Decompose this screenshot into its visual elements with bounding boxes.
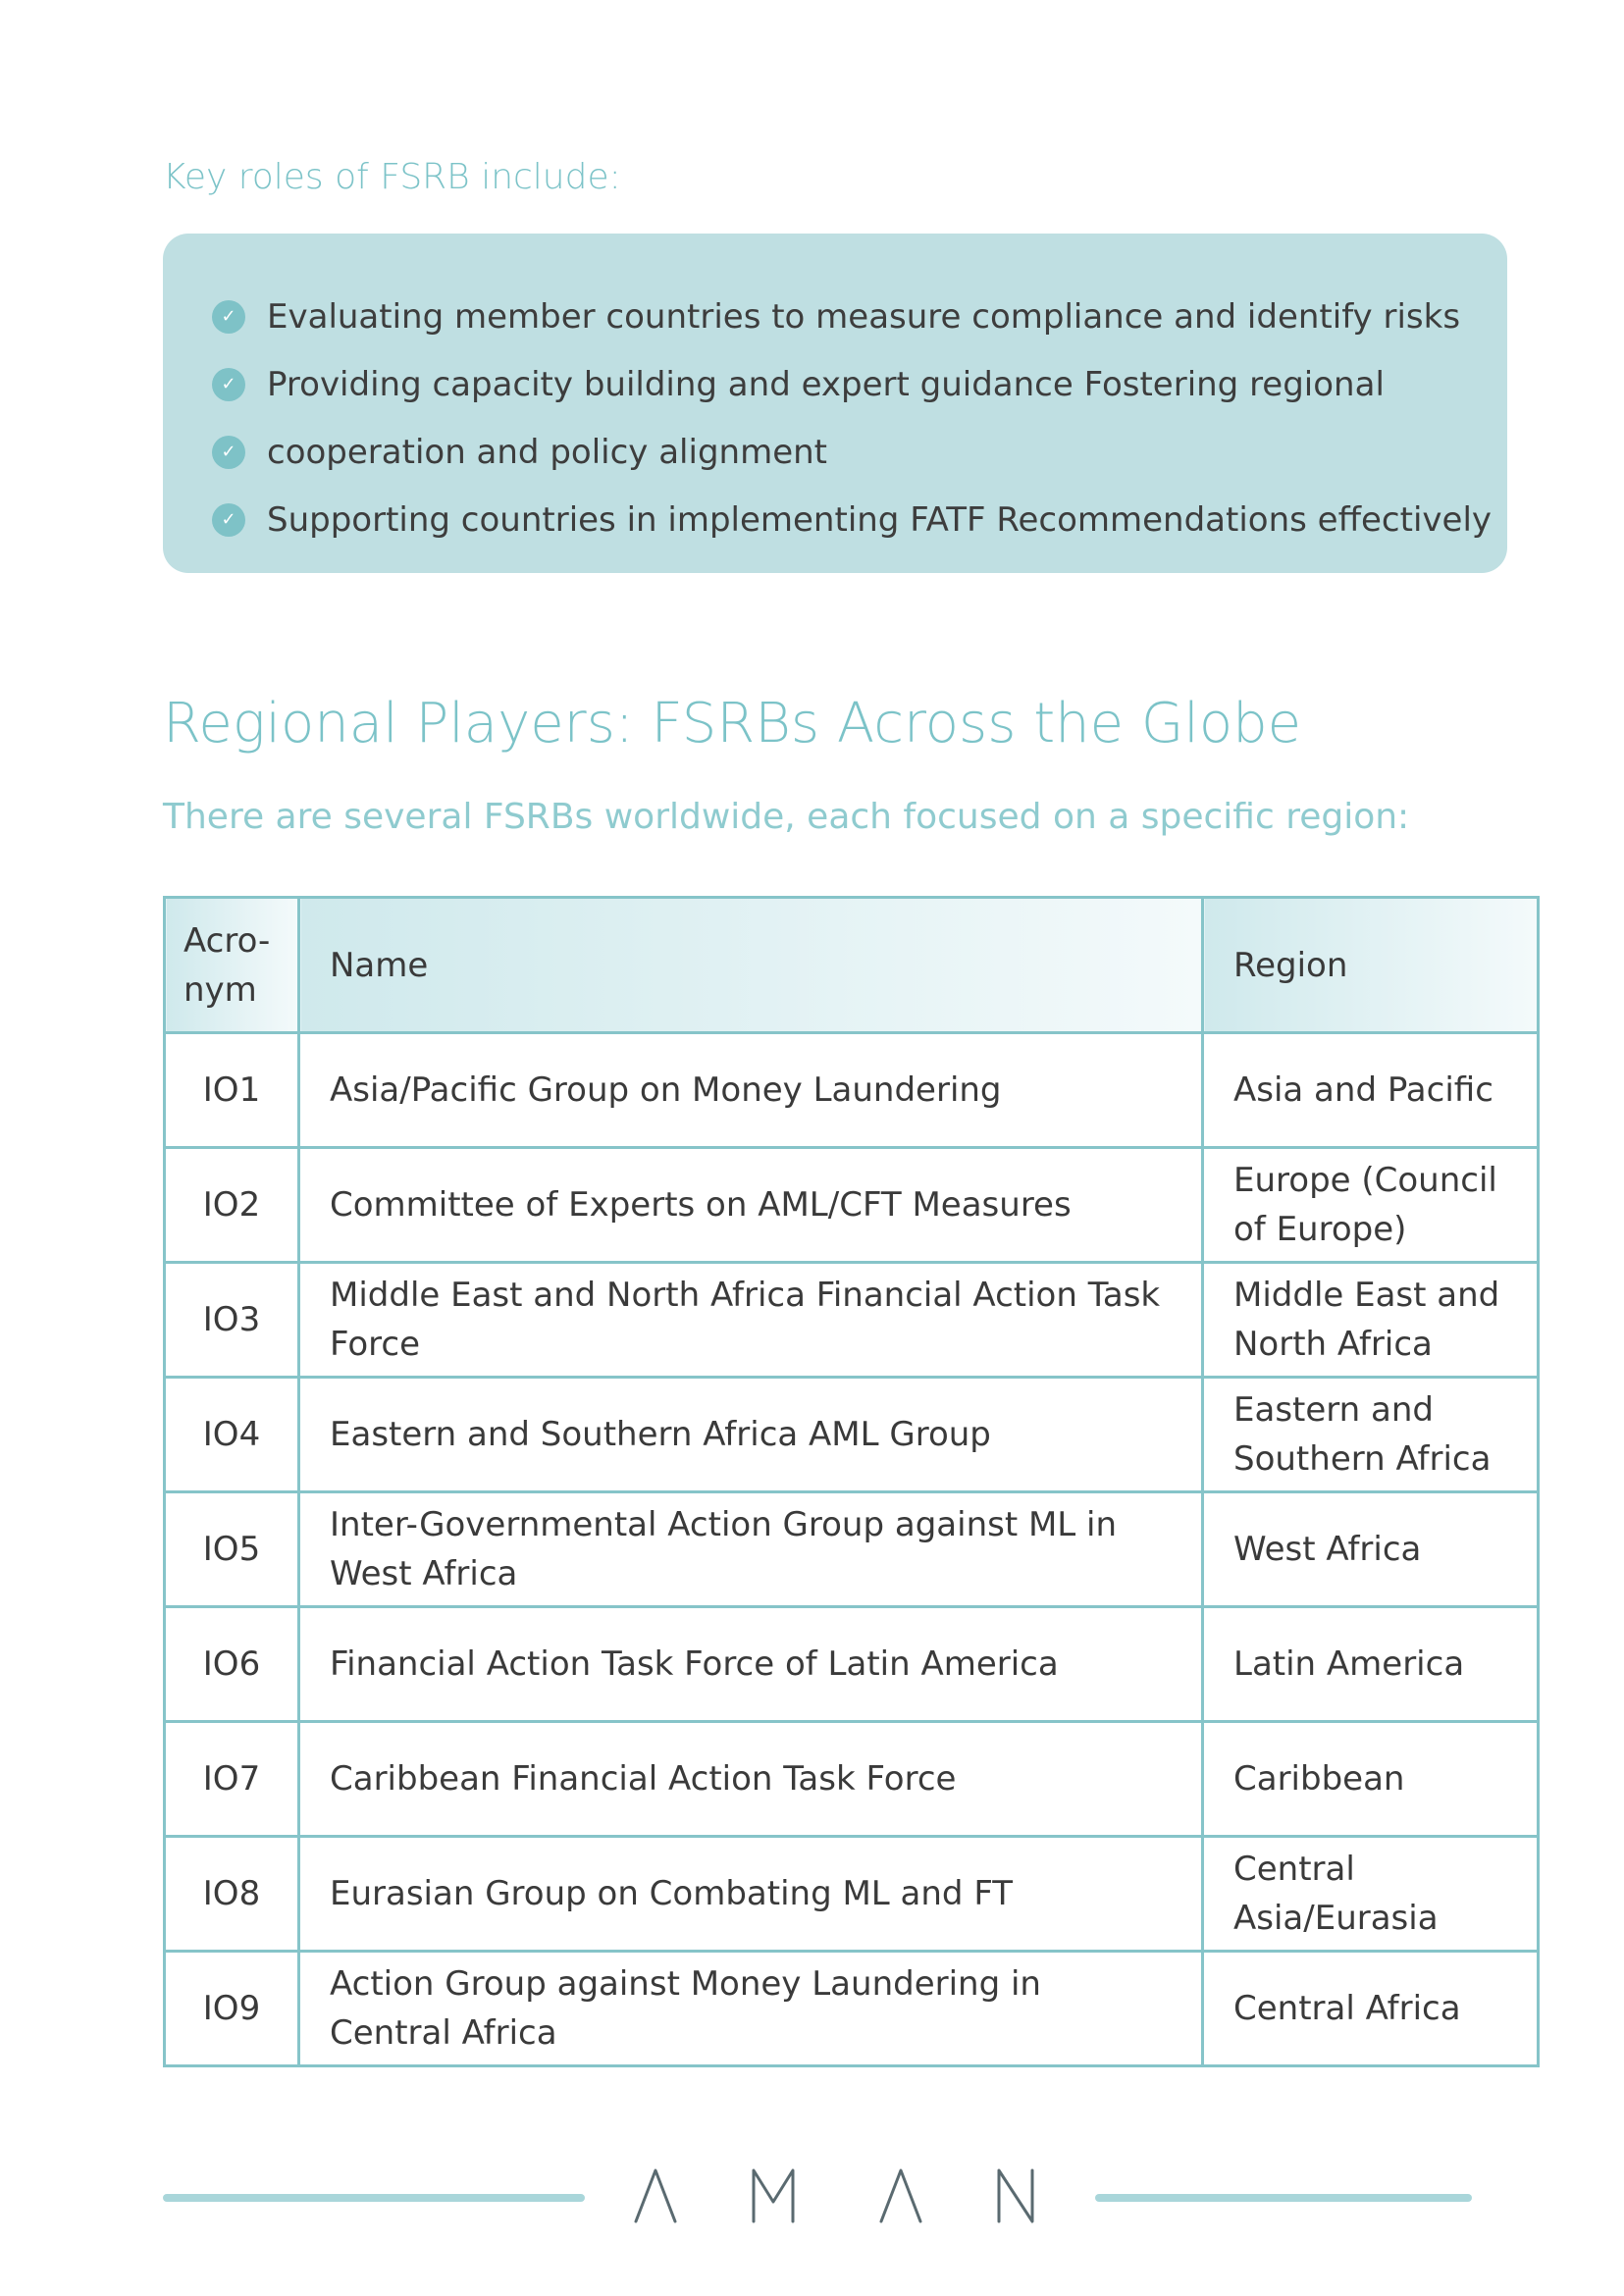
cell-name: Asia/Pacific Group on Money Laundering — [299, 1033, 1203, 1148]
cell-name: Caribbean Financial Action Task Force — [299, 1722, 1203, 1837]
header-name: Name — [299, 898, 1203, 1033]
header-acronym-line2: nym — [183, 969, 257, 1010]
table-row — [165, 1492, 1539, 1607]
cell-region: Middle East and North Africa — [1203, 1263, 1539, 1378]
table-row — [165, 1263, 1539, 1378]
cell-name: Eurasian Group on Combating ML and FT — [299, 1837, 1203, 1952]
check-circle-icon: ✓ — [212, 503, 245, 537]
cell-acronym: IO7 — [165, 1722, 299, 1837]
table-header-row — [165, 898, 1539, 1033]
cell-region: Eastern and Southern Africa — [1203, 1378, 1539, 1492]
cell-name: Action Group against Money Laundering in Central Africa — [299, 1952, 1203, 2066]
cell-name: Inter-Governmental Action Group against ML in West Africa — [299, 1492, 1203, 1607]
role-text: cooperation and policy alignment — [267, 432, 827, 472]
cell-acronym: IO5 — [165, 1492, 299, 1607]
cell-region: Asia and Pacific — [1203, 1033, 1539, 1148]
cell-name: Committee of Experts on AML/CFT Measures — [299, 1148, 1203, 1263]
table-row — [165, 1837, 1539, 1952]
section-subtitle: There are several FSRBs worldwide, each focused on a specific region: — [163, 797, 1410, 837]
check-circle-icon: ✓ — [212, 300, 245, 334]
roles-box — [163, 234, 1507, 573]
role-text: Supporting countries in implementing FATF Recommendations effectively — [267, 499, 1493, 540]
table-row — [165, 1722, 1539, 1837]
cell-region: Europe (Council of Europe) — [1203, 1148, 1539, 1263]
role-item — [212, 350, 1507, 418]
cell-region: West Africa — [1203, 1492, 1539, 1607]
fsrb-table — [163, 896, 1540, 2067]
role-item — [212, 418, 1507, 486]
section-title: Regional Players: FSRBs Across the Globe — [163, 692, 1302, 756]
check-circle-icon: ✓ — [212, 436, 245, 469]
cell-acronym: IO8 — [165, 1837, 299, 1952]
check-circle-icon: ✓ — [212, 368, 245, 401]
role-item — [212, 283, 1507, 350]
aman-logo — [628, 2166, 1040, 2225]
cell-acronym: IO2 — [165, 1148, 299, 1263]
cell-region: Caribbean — [1203, 1722, 1539, 1837]
footer-rule-right — [1095, 2194, 1472, 2202]
table-row — [165, 1378, 1539, 1492]
cell-acronym: IO1 — [165, 1033, 299, 1148]
cell-name: Eastern and Southern Africa AML Group — [299, 1378, 1203, 1492]
roles-intro: Key roles of FSRB include: — [163, 157, 621, 197]
header-acronym — [165, 898, 299, 1033]
cell-name: Financial Action Task Force of Latin America — [299, 1607, 1203, 1722]
cell-acronym: IO3 — [165, 1263, 299, 1378]
header-acronym-line1: Acro- — [183, 920, 271, 961]
footer-rule-left — [163, 2194, 585, 2202]
table-row — [165, 1033, 1539, 1148]
table-row — [165, 1952, 1539, 2066]
table-row — [165, 1607, 1539, 1722]
table-row — [165, 1148, 1539, 1263]
cell-acronym: IO4 — [165, 1378, 299, 1492]
cell-acronym: IO6 — [165, 1607, 299, 1722]
header-region: Region — [1203, 898, 1539, 1033]
cell-acronym: IO9 — [165, 1952, 299, 2066]
role-item — [212, 486, 1507, 553]
cell-region: Central Africa — [1203, 1952, 1539, 2066]
cell-region: Central Asia/Eurasia — [1203, 1837, 1539, 1952]
cell-region: Latin America — [1203, 1607, 1539, 1722]
cell-name: Middle East and North Africa Financial Action Task Force — [299, 1263, 1203, 1378]
role-text: Providing capacity building and expert guidance Fostering regional — [267, 364, 1385, 404]
role-text: Evaluating member countries to measure compliance and identify risks — [267, 296, 1461, 337]
